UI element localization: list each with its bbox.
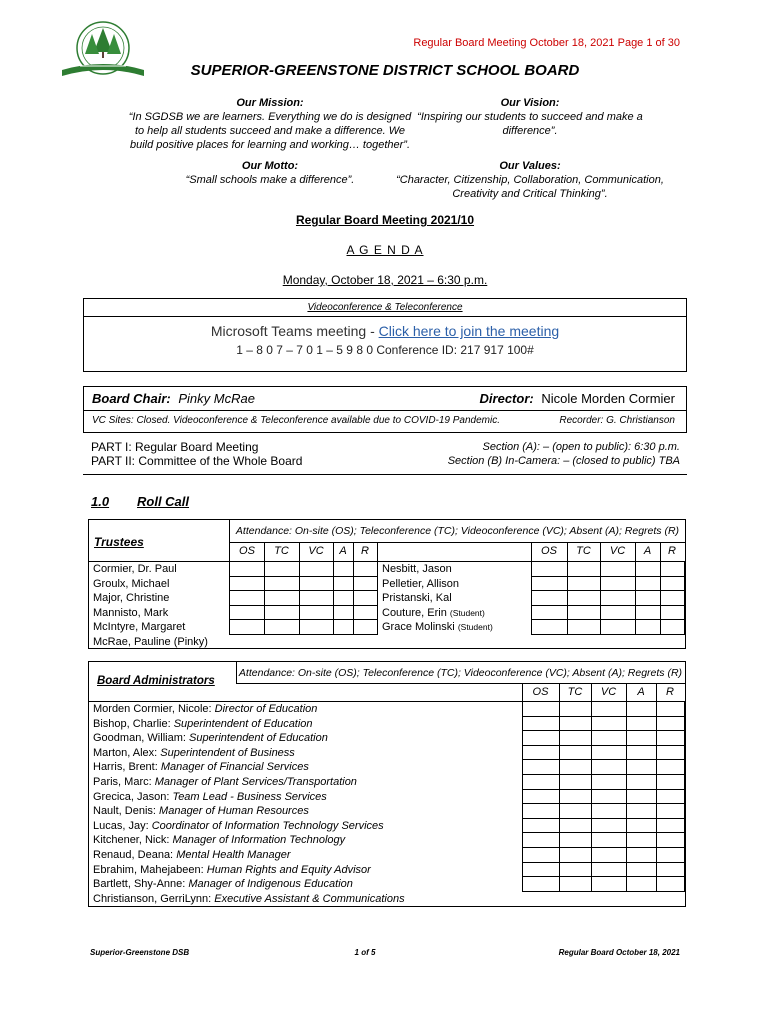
- table-row: [532, 591, 685, 606]
- check-cell[interactable]: [532, 576, 568, 591]
- section-number: 1.0: [91, 494, 110, 509]
- values-line: Creativity and Critical Thinking”.: [452, 188, 608, 200]
- table-row: [523, 818, 685, 833]
- check-cell[interactable]: [592, 833, 627, 848]
- check-cell[interactable]: [661, 591, 685, 606]
- trustee-name: [382, 606, 493, 621]
- table-row: [523, 833, 685, 848]
- check-cell[interactable]: [532, 620, 568, 635]
- divider: [531, 542, 532, 562]
- check-cell[interactable]: [265, 591, 300, 606]
- col-tc: TC: [576, 545, 591, 557]
- col-r: R: [361, 545, 369, 557]
- check-cell[interactable]: [627, 804, 657, 819]
- table-row: [523, 702, 685, 717]
- vision-line: “Inspiring our students to succeed and make a: [417, 111, 643, 123]
- check-cell[interactable]: [230, 562, 265, 577]
- table-row: [532, 620, 685, 635]
- admin-role: Superintendent of Education: [173, 717, 313, 730]
- check-cell[interactable]: [636, 591, 661, 606]
- admin-row: [93, 863, 405, 878]
- trustee-name-text: Nesbitt, Jason: [382, 563, 452, 575]
- trustees-left-list: [93, 562, 208, 649]
- values-block: [370, 159, 690, 201]
- mission-heading: Our Mission:: [236, 97, 304, 109]
- check-cell[interactable]: [657, 804, 685, 819]
- divider: [377, 542, 378, 562]
- check-cell[interactable]: [657, 702, 685, 717]
- admin-row: [93, 790, 405, 805]
- check-cell[interactable]: [592, 862, 627, 877]
- divider: [236, 683, 685, 684]
- check-cell[interactable]: [657, 818, 685, 833]
- check-cell[interactable]: [568, 591, 601, 606]
- check-cell[interactable]: [627, 702, 657, 717]
- check-cell[interactable]: [627, 833, 657, 848]
- col-r: R: [666, 686, 674, 698]
- col-tc: TC: [274, 545, 289, 557]
- check-cell[interactable]: [560, 847, 592, 862]
- admin-role: Mental Health Manager: [176, 848, 291, 861]
- check-cell[interactable]: [636, 605, 661, 620]
- col-os: OS: [532, 686, 549, 698]
- agenda-heading: A G E N D A: [346, 243, 424, 257]
- trustee-name: McRae, Pauline (Pinky): [93, 635, 208, 648]
- teams-prefix: Microsoft Teams meeting -: [210, 323, 379, 339]
- check-cell[interactable]: [627, 716, 657, 731]
- check-cell[interactable]: [568, 576, 601, 591]
- board-chair-label: Board Chair:: [92, 391, 171, 406]
- check-cell[interactable]: [354, 620, 378, 635]
- divider: [567, 542, 568, 562]
- check-cell[interactable]: [334, 605, 354, 620]
- trustee-name: Major, Christine: [93, 592, 170, 604]
- check-cell[interactable]: [523, 818, 560, 833]
- admin-row: [93, 731, 405, 746]
- table-row: [230, 591, 378, 606]
- check-cell[interactable]: [627, 862, 657, 877]
- col-a: A: [643, 545, 652, 557]
- table-row: [523, 789, 685, 804]
- check-cell[interactable]: [627, 760, 657, 775]
- check-cell[interactable]: [300, 562, 334, 577]
- admin-role: Director of Education: [214, 703, 318, 715]
- check-cell[interactable]: [636, 562, 661, 577]
- table-row: [523, 877, 685, 892]
- check-cell[interactable]: [334, 562, 354, 577]
- col-tc: TC: [567, 686, 583, 698]
- divider: [333, 542, 334, 562]
- divider: [522, 683, 523, 702]
- check-cell[interactable]: [523, 731, 560, 746]
- admin-name: Morden Cormier, Nicole:: [93, 703, 212, 715]
- director-label: Director:: [479, 391, 534, 406]
- vc-sites: VC Sites: Closed. Videoconference & Teleconference available due to COVID-19 Pandemic.: [92, 415, 501, 426]
- section-b: Section (B) In-Camera: – (closed to public) TBA: [447, 455, 680, 467]
- check-cell[interactable]: [230, 620, 265, 635]
- trustee-name: Cormier, Dr. Paul: [93, 563, 177, 575]
- divider: [83, 474, 687, 475]
- admin-role: Superintendent of Business: [160, 746, 295, 759]
- check-cell[interactable]: [568, 605, 601, 620]
- col-vc: VC: [600, 686, 617, 698]
- recorder: Recorder: G. Christianson: [559, 415, 675, 426]
- trustee-name: [382, 620, 493, 635]
- admin-row: [93, 877, 405, 892]
- admin-row: [93, 819, 405, 834]
- board-chair-name: Pinky McRae: [178, 391, 255, 406]
- mission-line: “In SGDSB we are learners. Everything we do is designed: [128, 111, 412, 123]
- meeting-date: Monday, October 18, 2021 – 6:30 p.m.: [282, 273, 488, 287]
- admin-name: Renaud, Deana:: [93, 848, 174, 861]
- director-name: Nicole Morden Cormier: [541, 391, 675, 406]
- check-cell[interactable]: [657, 760, 685, 775]
- col-a: A: [637, 686, 645, 698]
- check-cell[interactable]: [592, 702, 627, 717]
- admin-role: Coordinator of Information Technology Services: [151, 819, 384, 832]
- divider: [299, 542, 300, 562]
- trustee-name: Mannisto, Mark: [93, 606, 169, 619]
- table-row: [523, 745, 685, 760]
- check-cell[interactable]: [300, 605, 334, 620]
- values-heading: Our Values:: [499, 160, 561, 172]
- check-cell[interactable]: [230, 591, 265, 606]
- divider: [83, 316, 687, 317]
- phone-line: 1 – 8 0 7 – 7 0 1 – 5 9 8 0 Conference ID: 217 917 100#: [236, 343, 534, 357]
- check-cell[interactable]: [265, 562, 300, 577]
- check-cell[interactable]: [560, 760, 592, 775]
- vision-block: [370, 96, 690, 138]
- check-cell[interactable]: [560, 702, 592, 717]
- check-cell[interactable]: [601, 620, 636, 635]
- divider: [559, 683, 560, 702]
- director: [480, 391, 675, 406]
- divider: [83, 432, 687, 433]
- admin-name: Bartlett, Shy-Anne:: [93, 878, 186, 891]
- check-cell[interactable]: [334, 620, 354, 635]
- admins-heading: Board Administrators: [97, 675, 215, 687]
- table-row: [523, 760, 685, 775]
- mission-line: to help all students succeed and make a difference. We: [134, 125, 406, 137]
- admin-row: [93, 746, 405, 761]
- check-cell[interactable]: [560, 833, 592, 848]
- check-cell[interactable]: [657, 789, 685, 804]
- table-row: [230, 620, 378, 635]
- trustee-name: Groulx, Michael: [93, 577, 170, 590]
- divider: [635, 542, 636, 562]
- check-cell[interactable]: [592, 731, 627, 746]
- student-note: (Student): [457, 622, 493, 632]
- check-cell[interactable]: [354, 591, 378, 606]
- check-cell[interactable]: [627, 877, 657, 892]
- admin-name: Ebrahim, Mahejabeen:: [93, 863, 204, 876]
- check-cell[interactable]: [532, 591, 568, 606]
- check-cell[interactable]: [627, 847, 657, 862]
- check-cell[interactable]: [532, 605, 568, 620]
- table-row: [523, 731, 685, 746]
- admin-name: Grecica, Jason:: [93, 790, 170, 803]
- check-cell[interactable]: [230, 576, 265, 591]
- col-a: A: [339, 545, 347, 557]
- trustee-name-text: Grace Molinski: [382, 621, 455, 633]
- divider: [229, 542, 685, 543]
- check-cell[interactable]: [560, 818, 592, 833]
- divider: [591, 683, 592, 702]
- check-cell[interactable]: [523, 745, 560, 760]
- check-cell[interactable]: [560, 716, 592, 731]
- motto-line: “Small schools make a difference”.: [185, 174, 355, 186]
- check-cell[interactable]: [661, 620, 685, 635]
- check-cell[interactable]: [657, 731, 685, 746]
- check-cell[interactable]: [523, 789, 560, 804]
- check-cell[interactable]: [592, 847, 627, 862]
- admin-role: Team Lead - Business Services: [172, 790, 327, 803]
- check-cell[interactable]: [300, 620, 334, 635]
- check-cell[interactable]: [657, 716, 685, 731]
- divider: [660, 542, 661, 562]
- check-cell[interactable]: [560, 877, 592, 892]
- conference-label: Videoconference & Teleconference: [307, 302, 463, 313]
- divider: [264, 542, 265, 562]
- check-cell[interactable]: [265, 605, 300, 620]
- check-cell[interactable]: [300, 591, 334, 606]
- motto-heading: Our Motto:: [241, 160, 299, 172]
- admin-name: Kitchener, Nick:: [93, 834, 170, 847]
- check-cell[interactable]: [560, 789, 592, 804]
- admin-name: Christianson, GerriLynn:: [93, 892, 212, 905]
- admin-row: [93, 717, 405, 732]
- table-row: [523, 716, 685, 731]
- check-cell[interactable]: [523, 804, 560, 819]
- check-cell[interactable]: [627, 731, 657, 746]
- check-cell[interactable]: [661, 576, 685, 591]
- admin-name: Harris, Brent:: [93, 761, 158, 774]
- check-cell[interactable]: [601, 562, 636, 577]
- admins-attendance-legend: Attendance: On-site (OS); Teleconference (TC); Videoconference (VC); Absent (A); Regrets (R): [238, 667, 683, 679]
- admin-row: [93, 702, 405, 717]
- admin-name: Nault, Denis:: [93, 805, 156, 818]
- check-cell[interactable]: [657, 877, 685, 892]
- check-cell[interactable]: [523, 877, 560, 892]
- check-cell[interactable]: [568, 562, 601, 577]
- divider: [353, 542, 354, 562]
- divider: [656, 683, 657, 702]
- check-cell[interactable]: [265, 576, 300, 591]
- trustees-left-grid: [229, 561, 378, 635]
- table-row: [523, 774, 685, 789]
- trustees-right-list: [382, 562, 493, 635]
- vision-heading: Our Vision:: [500, 97, 560, 109]
- divider: [600, 542, 601, 562]
- table-row: [532, 576, 685, 591]
- check-cell[interactable]: [523, 862, 560, 877]
- admin-row: [93, 848, 405, 863]
- admin-name: Goodman, William:: [93, 732, 186, 745]
- vision-line: difference”.: [502, 125, 558, 137]
- admin-row: [93, 775, 405, 790]
- check-cell[interactable]: [300, 576, 334, 591]
- check-cell[interactable]: [657, 833, 685, 848]
- check-cell[interactable]: [601, 576, 636, 591]
- check-cell[interactable]: [636, 576, 661, 591]
- check-cell[interactable]: [523, 716, 560, 731]
- check-cell[interactable]: [657, 745, 685, 760]
- footer-page: 1 of 5: [354, 948, 376, 957]
- footer-right: Regular Board October 18, 2021: [558, 948, 680, 957]
- col-vc: VC: [609, 545, 626, 557]
- admins-list: [93, 702, 405, 906]
- part-one: PART I: Regular Board Meeting: [91, 440, 259, 454]
- table-row: [230, 576, 378, 591]
- trustee-name-text: Pristanski, Kal: [382, 592, 452, 604]
- trustees-heading: Trustees: [94, 535, 144, 549]
- check-cell[interactable]: [354, 562, 378, 577]
- mission-line: build positive places for learning and working… together”.: [129, 139, 411, 151]
- trustee-name: [382, 591, 493, 606]
- check-cell[interactable]: [230, 605, 265, 620]
- admin-name: Lucas, Jay:: [93, 819, 149, 832]
- check-cell[interactable]: [560, 862, 592, 877]
- check-cell[interactable]: [601, 605, 636, 620]
- parts-right: [448, 440, 680, 468]
- divider: [83, 410, 687, 411]
- trustee-name: [382, 562, 493, 577]
- check-cell[interactable]: [627, 774, 657, 789]
- check-cell[interactable]: [523, 774, 560, 789]
- col-os: OS: [541, 545, 557, 557]
- trustees-attendance-legend: Attendance: On-site (OS); Teleconference (TC); Videoconference (VC); Absent (A); Regrets (R): [235, 525, 680, 537]
- check-cell[interactable]: [560, 731, 592, 746]
- trustee-name: McIntyre, Margaret: [93, 621, 186, 633]
- admin-role: Manager of Plant Services/Transportation: [154, 775, 357, 788]
- check-cell[interactable]: [532, 562, 568, 577]
- check-cell[interactable]: [523, 702, 560, 717]
- board-chair: [92, 391, 255, 406]
- check-cell[interactable]: [334, 576, 354, 591]
- check-cell[interactable]: [627, 818, 657, 833]
- check-cell[interactable]: [523, 833, 560, 848]
- admin-role: Manager of Financial Services: [160, 761, 309, 774]
- check-cell[interactable]: [265, 620, 300, 635]
- admin-row: [93, 833, 405, 848]
- check-cell[interactable]: [657, 862, 685, 877]
- check-cell[interactable]: [354, 605, 378, 620]
- rollcall-heading: Roll Call: [137, 494, 190, 509]
- part-two: PART II: Committee of the Whole Board: [91, 454, 303, 468]
- trustees-right-grid: [531, 561, 685, 635]
- trustee-name-text: Pelletier, Allison: [382, 577, 460, 590]
- table-row: [532, 605, 685, 620]
- admin-name: Marton, Alex:: [93, 746, 158, 759]
- col-os: OS: [239, 545, 255, 557]
- check-cell[interactable]: [523, 760, 560, 775]
- check-cell[interactable]: [627, 745, 657, 760]
- check-cell[interactable]: [627, 789, 657, 804]
- admin-row: [93, 760, 405, 775]
- check-cell[interactable]: [657, 847, 685, 862]
- admin-role: Executive Assistant & Communications: [214, 892, 405, 905]
- section-a: Section (A): – (open to public): 6:30 p.m.: [482, 441, 680, 453]
- check-cell[interactable]: [636, 620, 661, 635]
- col-r: R: [668, 545, 676, 557]
- admin-row: [93, 892, 405, 907]
- col-vc: VC: [308, 545, 324, 557]
- divider: [626, 683, 627, 702]
- meeting-title: Regular Board Meeting 2021/10: [295, 213, 475, 227]
- check-cell[interactable]: [601, 591, 636, 606]
- table-row: [230, 562, 378, 577]
- check-cell[interactable]: [592, 818, 627, 833]
- check-cell[interactable]: [354, 576, 378, 591]
- check-cell[interactable]: [334, 591, 354, 606]
- check-cell[interactable]: [592, 745, 627, 760]
- teams-meeting-line: [83, 323, 687, 339]
- admin-role: Manager of Information Technology: [172, 834, 346, 847]
- check-cell[interactable]: [523, 847, 560, 862]
- admin-role: Manager of Human Resources: [159, 805, 309, 818]
- footer-left: Superior-Greenstone DSB: [90, 948, 190, 957]
- join-meeting-link[interactable]: Click here to join the meeting: [378, 323, 560, 339]
- check-cell[interactable]: [592, 789, 627, 804]
- values-line: “Character, Citizenship, Collaboration, Communication,: [396, 174, 664, 186]
- check-cell[interactable]: [568, 620, 601, 635]
- admin-role: Superintendent of Education: [188, 732, 328, 745]
- admins-grid: [522, 701, 685, 892]
- admin-name: Paris, Marc:: [93, 775, 152, 788]
- check-cell[interactable]: [592, 716, 627, 731]
- check-cell[interactable]: [560, 804, 592, 819]
- table-row: [523, 804, 685, 819]
- check-cell[interactable]: [657, 774, 685, 789]
- page-label: Regular Board Meeting October 18, 2021 Page 1 of 30: [413, 37, 680, 49]
- parts-left: [91, 440, 302, 468]
- check-cell[interactable]: [560, 745, 592, 760]
- admin-name: Bishop, Charlie:: [93, 717, 171, 730]
- admin-role: Manager of Indigenous Education: [188, 878, 353, 891]
- admin-row: [93, 804, 405, 819]
- trustee-name-text: Couture, Erin: [382, 606, 447, 619]
- table-row: [230, 605, 378, 620]
- table-row: [523, 847, 685, 862]
- student-note: (Student): [449, 607, 485, 618]
- table-row: [523, 862, 685, 877]
- check-cell[interactable]: [661, 562, 685, 577]
- check-cell[interactable]: [592, 877, 627, 892]
- check-cell[interactable]: [592, 760, 627, 775]
- table-row: [532, 562, 685, 577]
- check-cell[interactable]: [592, 804, 627, 819]
- check-cell[interactable]: [661, 605, 685, 620]
- admin-role: Human Rights and Equity Advisor: [206, 863, 371, 876]
- document-title: SUPERIOR-GREENSTONE DISTRICT SCHOOL BOARD: [190, 62, 580, 79]
- check-cell[interactable]: [560, 774, 592, 789]
- check-cell[interactable]: [592, 774, 627, 789]
- trustee-name: [382, 577, 493, 592]
